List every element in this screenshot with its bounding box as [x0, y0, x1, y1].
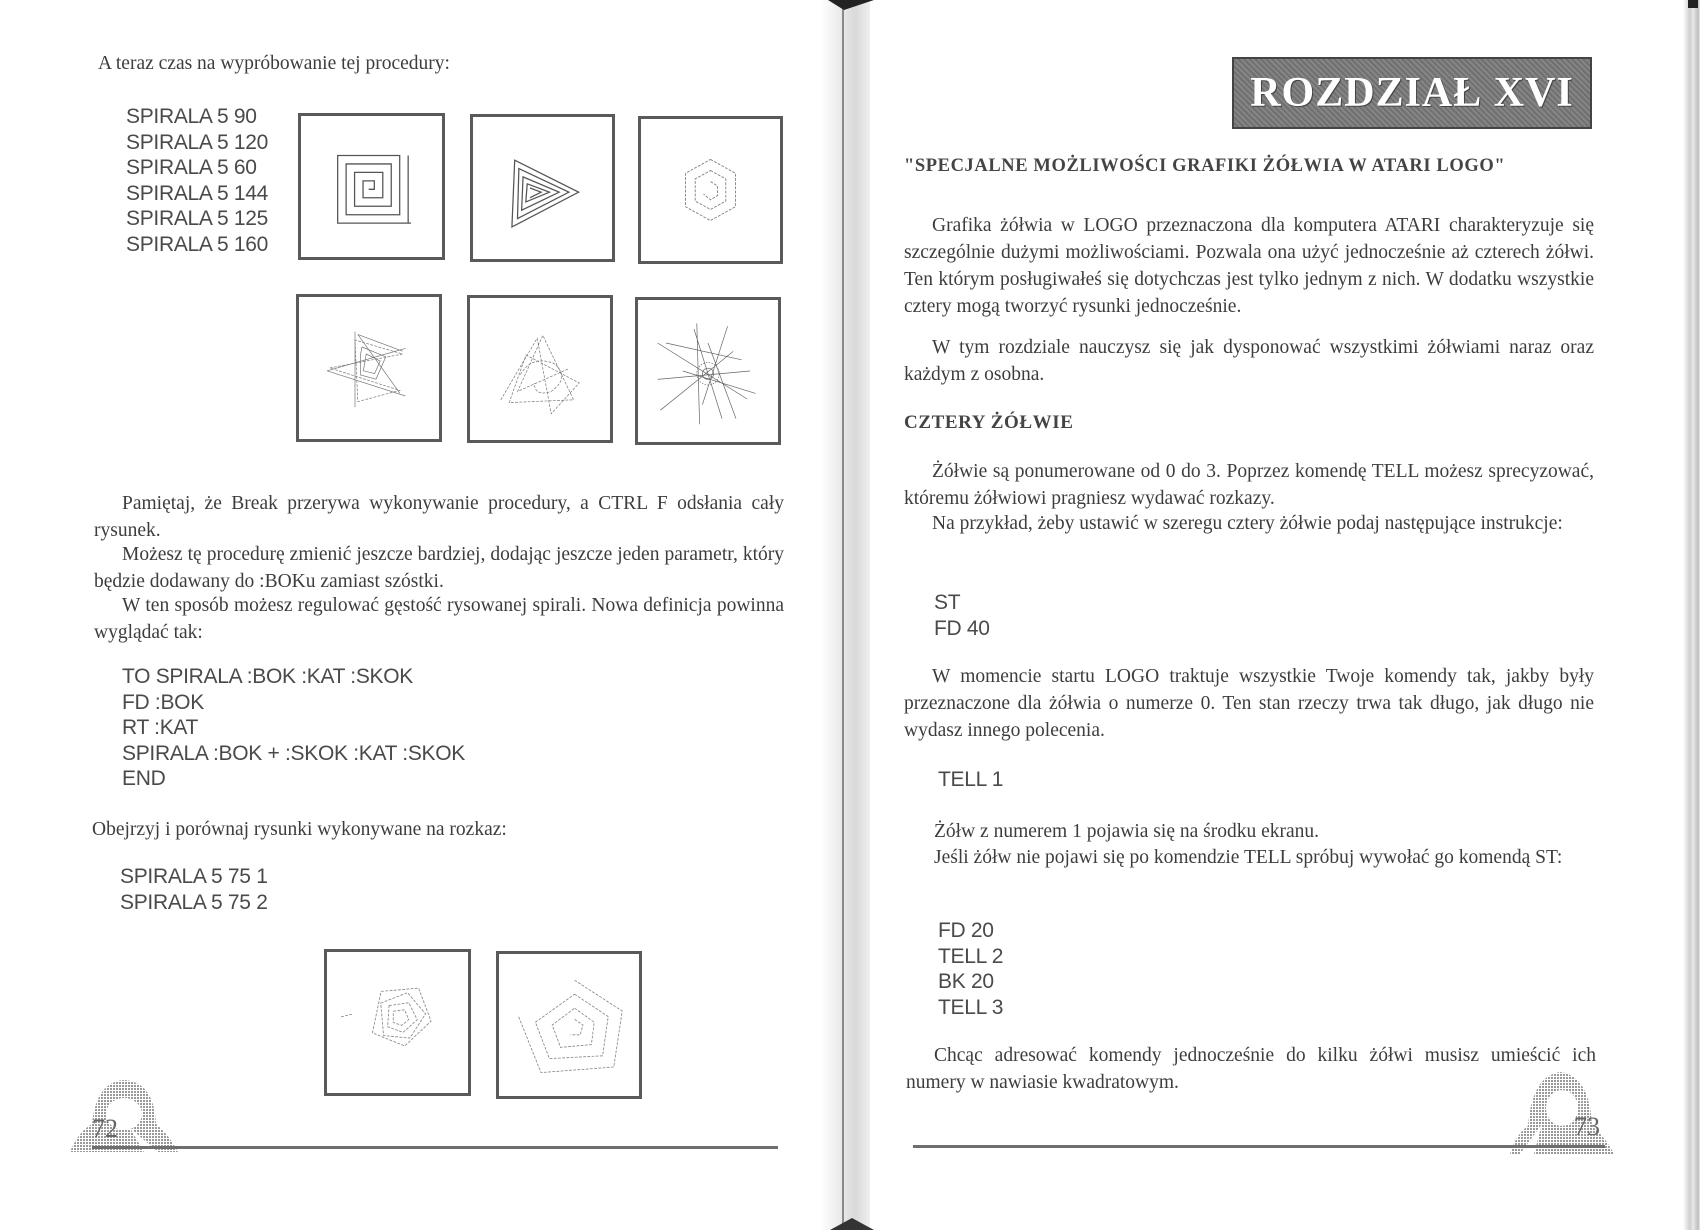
code-line: TELL 3: [938, 995, 1004, 1019]
spine-shadow-bottom: [830, 1218, 874, 1230]
footer-rule-right: [913, 1145, 1605, 1148]
compare-text: Obejrzyj i porównaj rysunki wykonywane na rozkaz:: [92, 819, 507, 840]
compare-command-list: [120, 864, 268, 915]
page-edge-shadow: [1688, 0, 1698, 8]
paragraph-modify-procedure: Możesz tę procedurę zmienić jeszcze bardziej, dodając jeszcze jeden parametr, który będzie dodawany do :BOKu zamiast szóstki.: [94, 544, 784, 592]
code-line: FD 20: [938, 919, 994, 942]
code-line: SPIRALA :BOK + :SKOK :KAT :SKOK: [122, 741, 465, 765]
code-line: END: [122, 767, 166, 790]
code-line: TELL 2: [938, 944, 1004, 968]
code-line: TO SPIRALA :BOK :KAT :SKOK: [122, 665, 413, 688]
code-line: SPIRALA 5 75 1: [120, 865, 268, 888]
code-line: RT :KAT: [122, 716, 199, 739]
paragraph-turtle-1: Żółw z numerem 1 pojawia się na środku ekranu.: [934, 821, 1320, 842]
paragraph-break-ctrl-f: Pamiętaj, że Break przerywa wykonywanie procedury, a CTRL F odsłania cały rysunek.: [94, 493, 784, 541]
book-spine: [820, 0, 870, 1230]
figure-pentagon-spiral-2: [496, 951, 642, 1099]
procedure-definition: [122, 664, 465, 792]
code-line: SPIRALA 5 160: [126, 232, 269, 256]
section-title: CZTERY ŻÓŁWIE: [904, 412, 1074, 433]
code-line: SPIRALA 5 60: [126, 156, 257, 179]
chapter-label: ROZDZIAŁ XVI: [1250, 70, 1574, 116]
footer-rule-left: [92, 1146, 778, 1149]
code-line: SPIRALA 5 120: [126, 130, 269, 154]
code-block-3: [938, 918, 1003, 1020]
figure-star-spiral-160: [635, 297, 781, 445]
figure-star-spiral-144: [296, 294, 442, 442]
code-line: BK 20: [938, 970, 994, 993]
code-line: FD :BOK: [122, 690, 204, 714]
figure-hexagon-spiral: [638, 116, 783, 264]
code-line: SPIRALA 5 90: [126, 105, 257, 128]
spine-gutter-line: [842, 0, 844, 1230]
code-line: SPIRALA 5 75 2: [120, 890, 268, 914]
page-number-left: 72: [92, 1114, 118, 1143]
intro-text: A teraz czas na wypróbowanie tej procedury:: [98, 53, 450, 74]
figure-spiral-125: [467, 295, 613, 443]
paragraph-example: Na przykład, żeby ustawić w szeregu cztery żółwie podaj następujące instrukcje:: [932, 513, 1563, 534]
code-line: FD 40: [934, 616, 990, 640]
spine-shadow-top: [828, 0, 874, 10]
figure-square-spiral: [298, 113, 445, 260]
code-block-1: [934, 590, 990, 641]
figure-pentagon-spiral-1: [324, 949, 471, 1096]
chapter-banner: [1232, 57, 1592, 129]
spiral-command-list: [126, 104, 268, 257]
code-line: SPIRALA 5 125: [126, 207, 269, 230]
chapter-title: "SPECJALNE MOŻLIWOŚCI GRAFIKI ŻÓŁWIA W ATARI LOGO": [904, 156, 1506, 176]
paragraph-density: W ten sposób możesz regulować gęstość rysowanej spirali. Nowa definicja powinna wyglądać tak:: [94, 595, 784, 643]
paragraph-intro: Grafika żółwia w LOGO przeznaczona dla komputera ATARI charakteryzuje się szczególnie dużymi możliwościami. Pozwala ona użyć jednocześnie aż czterech żółwi. Ten którym posługiwałeś się dotychczas jest tylko jednym z nich. W dodatku wszystkie cztery mogą tworzyć rysunki jednocześnie.: [904, 215, 1594, 317]
page-number-right: 73: [1574, 1112, 1600, 1141]
paragraph-multiple-turtles: Chcąc adresować komendy jednocześnie do kilku żółwi musisz umieścić ich numery w nawiasie kwadratowym.: [906, 1045, 1596, 1093]
paragraph-chapter-goal: W tym rozdziale nauczysz się jak dysponować wszystkimi żółwiami naraz oraz każdym z osobna.: [904, 337, 1594, 385]
paragraph-numbering: Żółwie są ponumerowane od 0 do 3. Poprzez komendę TELL możesz sprecyzować, któremu żółwiowi pragniesz wydawać rozkazy.: [904, 461, 1594, 509]
page-edge-right: [1683, 0, 1700, 1230]
code-line: TELL 1: [938, 768, 1004, 791]
figure-triangle-spiral: [470, 114, 615, 262]
code-block-2: [938, 767, 1003, 793]
paragraph-st-hint: Jeśli żółw nie pojawi się po komendzie TELL spróbuj wywołać go komendą ST:: [934, 847, 1563, 868]
paragraph-startup: W momencie startu LOGO traktuje wszystkie Twoje komendy tak, jakby były przeznaczone dla żółwia o numerze 0. Ten stan rzeczy trwa tak długo, jak długo nie wydasz innego polecenia.: [904, 666, 1594, 741]
code-line: ST: [934, 591, 961, 614]
code-line: SPIRALA 5 144: [126, 181, 269, 205]
